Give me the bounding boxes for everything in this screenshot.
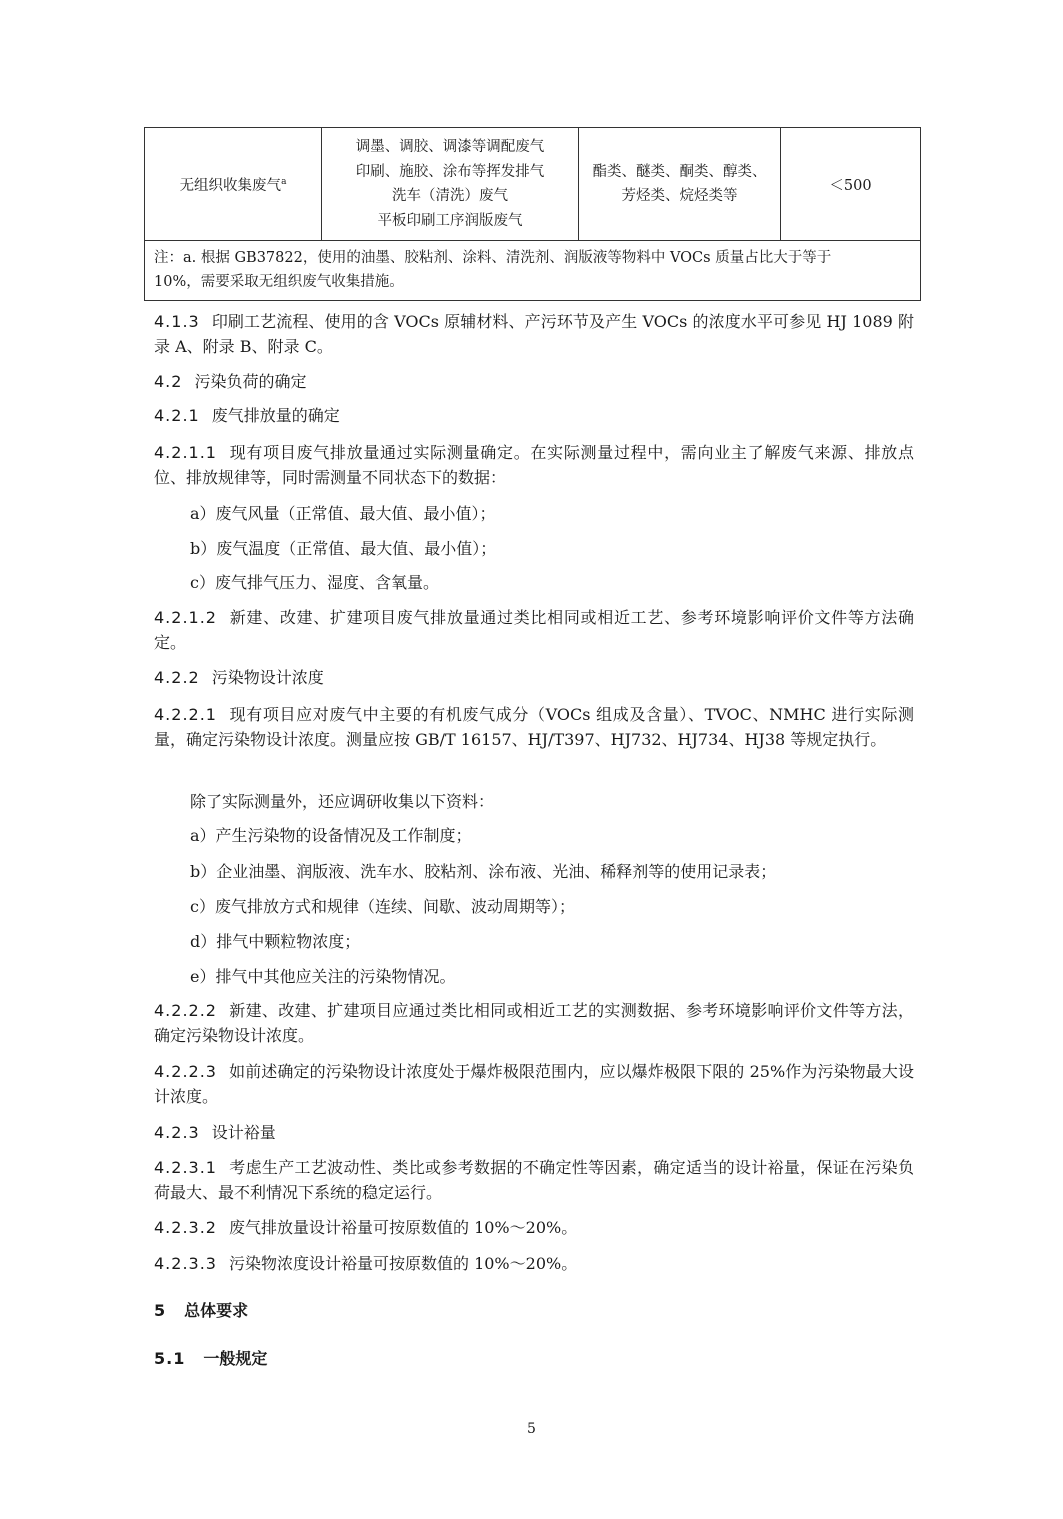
list-item: c）废气排放方式和规律（连续、间歇、波动周期等）； [190, 897, 575, 916]
clause-number: 4.2.2 [154, 668, 200, 687]
clause-number: 4.2.2.3 [154, 1062, 217, 1081]
list-item: e）排气中其他应关注的污染物情况。 [190, 967, 456, 986]
clause-number: 5 [154, 1301, 167, 1320]
clause-number: 4.2.3.1 [154, 1158, 217, 1177]
note-line: 10%，需要采取无组织废气收集措施。 [154, 274, 404, 290]
clause-4-2-2-2 [154, 998, 914, 1048]
clause-number: 4.2.3.3 [154, 1254, 217, 1273]
list-item: c）废气排气压力、湿度、含氧量。 [190, 573, 439, 592]
clause-text: 印刷工艺流程、使用的含 VOCs 原辅材料、产污环节及产生 VOCs 的浓度水平可参见 HJ 1089 附录 A、附录 B、附录 C。 [154, 312, 914, 356]
clause-4-2-2-3 [154, 1059, 914, 1109]
heading-4-2 [154, 369, 914, 394]
clause-text: 废气排放量设计裕量可按原数值的 10%～20%。 [228, 1218, 578, 1237]
clause-text: 设计裕量 [211, 1123, 276, 1142]
clause-4-2-3-2 [154, 1215, 914, 1240]
clause-text: 污染物设计浓度 [211, 668, 324, 687]
clause-number: 4.2 [154, 372, 183, 391]
clause-text: 污染负荷的确定 [194, 372, 307, 391]
clause-text: 考虑生产工艺波动性、类比或参考数据的不确定性等因素，确定适当的设计裕量，保证在污染负荷最大、最不利情况下系统的稳定运行。 [154, 1158, 914, 1202]
clause-4-2-1-2 [154, 605, 914, 655]
list-item: a）废气风量（正常值、最大值、最小值）； [190, 504, 496, 523]
clause-number: 4.2.2.2 [154, 1001, 217, 1020]
list-item: a）产生污染物的设备情况及工作制度； [190, 826, 472, 845]
note-line: 注：a. 根据 GB37822，使用的油墨、胶粘剂、涂料、清洗剂、润版液等物料中 VOCs 质量占比大于等于 [154, 250, 832, 266]
clause-text: 一般规定 [203, 1349, 268, 1368]
heading-4-2-3 [154, 1120, 914, 1145]
clause-number: 4.2.1.1 [154, 443, 217, 462]
emission-table [144, 127, 921, 301]
clause-text: 现有项目应对废气中主要的有机废气成分（VOCs 组成及含量）、TVOC、NMHC 进行实际测量，确定污染物设计浓度。测量应按 GB/T 16157、HJ/T397、HJ732、HJ734、HJ38 等规定执行。 [154, 705, 914, 749]
clause-number: 4.2.3.2 [154, 1218, 217, 1237]
clause-4-1-3 [154, 309, 914, 359]
table-note [145, 241, 921, 301]
clause-text: 总体要求 [184, 1301, 249, 1320]
footnote-mark: a [281, 176, 287, 187]
concentration-cell: ＜500 [781, 128, 921, 241]
clause-4-2-3-3 [154, 1251, 914, 1276]
table-note-row [145, 241, 921, 301]
pollutant-line: 芳烃类、烷烃类等 [621, 188, 738, 204]
clause-number: 4.2.3 [154, 1123, 200, 1142]
pollutants-cell [579, 128, 781, 241]
heading-4-2-1 [154, 403, 914, 428]
clause-number: 5.1 [154, 1349, 186, 1368]
heading-5 [154, 1298, 914, 1323]
heading-5-1 [154, 1346, 914, 1371]
list-intro: 除了实际测量外，还应调研收集以下资料： [190, 792, 495, 811]
clause-text: 污染物浓度设计裕量可按原数值的 10%～20%。 [228, 1254, 578, 1273]
list-item: d）排气中颗粒物浓度； [190, 932, 361, 951]
source-line: 印刷、施胶、涂布等挥发排气 [355, 163, 545, 180]
sources-cell [322, 128, 579, 241]
list-item: b）废气温度（正常值、最大值、最小值）； [190, 539, 497, 558]
source-line: 平板印刷工序润版废气 [377, 212, 523, 229]
source-line: 调墨、调胶、调漆等调配废气 [355, 139, 545, 155]
clause-4-2-1-1 [154, 440, 914, 490]
source-line: 洗车（清洗）废气 [392, 188, 508, 204]
clause-number: 4.2.2.1 [154, 705, 217, 724]
page-number: 5 [527, 1421, 536, 1437]
category-cell [145, 128, 322, 241]
clause-text: 如前述确定的污染物设计浓度处于爆炸极限范围内，应以爆炸极限下限的 25%作为污染物最大设计浓度。 [154, 1062, 914, 1106]
clause-text: 现有项目废气排放量通过实际测量确定。在实际测量过程中，需向业主了解废气来源、排放点位、排放规律等，同时需测量不同状态下的数据： [154, 443, 914, 487]
clause-number: 4.2.1 [154, 406, 200, 425]
clause-text: 废气排放量的确定 [211, 406, 340, 425]
clause-number: 4.1.3 [154, 312, 200, 331]
clause-4-2-2-1 [154, 702, 914, 752]
clause-text: 新建、改建、扩建项目应通过类比相同或相近工艺的实测数据、参考环境影响评价文件等方法，确定污染物设计浓度。 [154, 1001, 914, 1045]
clause-text: 新建、改建、扩建项目废气排放量通过类比相同或相近工艺、参考环境影响评价文件等方法确定。 [154, 608, 914, 652]
table-row [145, 128, 921, 241]
clause-4-2-3-1 [154, 1155, 914, 1205]
clause-number: 4.2.1.2 [154, 608, 217, 627]
category-text: 无组织收集废气 [179, 177, 282, 194]
heading-4-2-2 [154, 665, 914, 690]
pollutant-line: 酯类、醚类、酮类、醇类、 [592, 163, 767, 180]
list-item: b）企业油墨、润版液、洗车水、胶粘剂、涂布液、光油、稀释剂等的使用记录表； [190, 862, 777, 881]
